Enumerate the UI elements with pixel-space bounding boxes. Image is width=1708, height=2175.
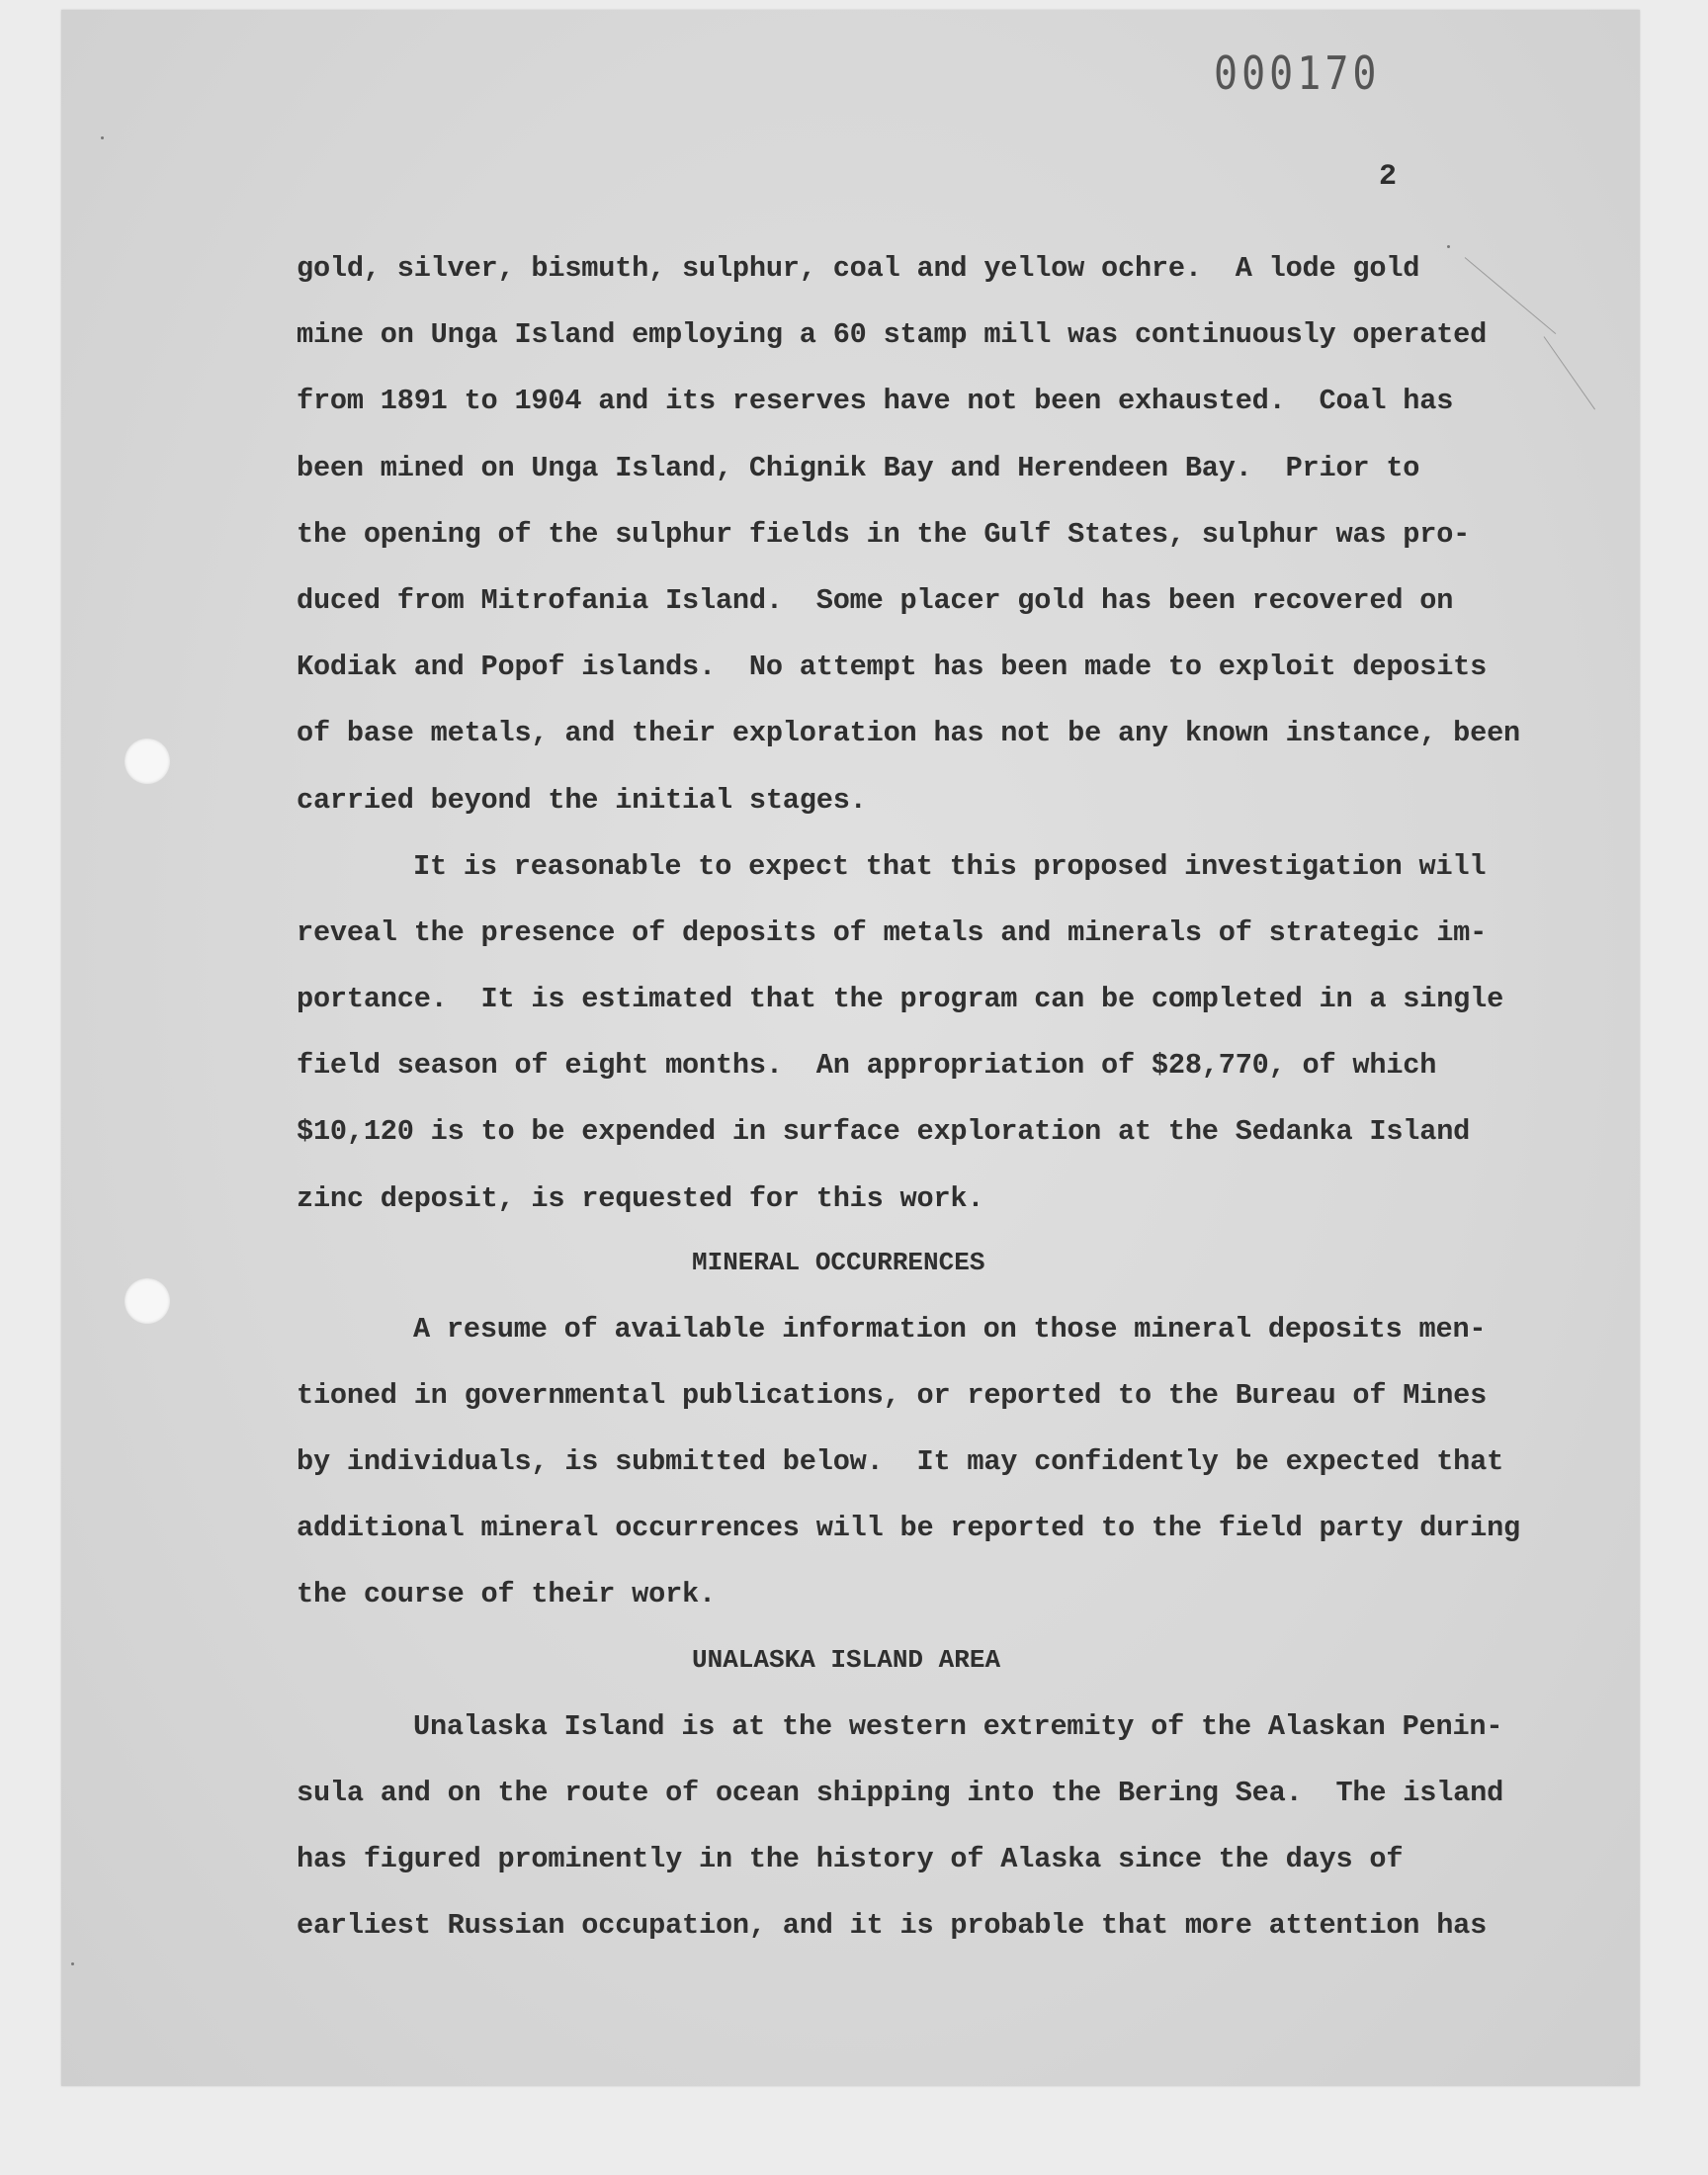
text-line: has figured prominently in the history of Alaska since the days of	[297, 1843, 1404, 1875]
text-line: A resume of available information on those mineral deposits men-	[413, 1313, 1487, 1346]
text-line: Kodiak and Popof islands. No attempt has been made to exploit deposits	[297, 651, 1488, 683]
text-line: by individuals, is submitted below. It may confidently be expected that	[297, 1445, 1504, 1478]
text-line: reveal the presence of deposits of metals and minerals of strategic im-	[297, 916, 1488, 949]
text-line: It is reasonable to expect that this proposed investigation will	[413, 850, 1487, 883]
text-line: field season of eight months. An appropriation of $28,770, of which	[297, 1049, 1437, 1082]
text-line: carried beyond the initial stages.	[297, 784, 867, 817]
text-line: from 1891 to 1904 and its reserves have not been exhausted. Coal has	[297, 385, 1454, 417]
section-heading: UNALASKA ISLAND AREA	[692, 1645, 1001, 1675]
dust-speck	[101, 136, 104, 139]
text-line: duced from Mitrofania Island. Some placer gold has been recovered on	[297, 584, 1454, 617]
text-line: tioned in governmental publications, or reported to the Bureau of Mines	[297, 1379, 1488, 1412]
scan-streak	[1544, 336, 1595, 409]
punch-hole-bottom	[125, 1278, 170, 1324]
dust-speck	[1447, 245, 1450, 248]
document-stamp-number: 000170	[1214, 47, 1381, 101]
text-line: zinc deposit, is requested for this work.	[297, 1182, 984, 1215]
text-line: additional mineral occurrences will be reported to the field party during	[297, 1512, 1521, 1544]
section-heading: MINERAL OCCURRENCES	[692, 1248, 985, 1277]
page-number: 2	[1379, 160, 1398, 194]
text-line: of base metals, and their exploration has not be any known instance, been	[297, 717, 1521, 749]
text-line: the course of their work.	[297, 1578, 716, 1610]
text-line: $10,120 is to be expended in surface exploration at the Sedanka Island	[297, 1115, 1471, 1148]
text-line: gold, silver, bismuth, sulphur, coal and yellow ochre. A lode gold	[297, 252, 1420, 285]
text-line: sula and on the route of ocean shipping into the Bering Sea. The island	[297, 1777, 1504, 1809]
text-line: earliest Russian occupation, and it is probable that more attention has	[297, 1909, 1488, 1942]
text-line: Unalaska Island is at the western extremity of the Alaskan Penin-	[413, 1710, 1503, 1743]
dust-speck	[71, 1962, 74, 1965]
text-line: the opening of the sulphur fields in the Gulf States, sulphur was pro-	[297, 518, 1471, 551]
text-line: portance. It is estimated that the program can be completed in a single	[297, 983, 1504, 1015]
punch-hole-top	[125, 739, 170, 784]
text-line: been mined on Unga Island, Chignik Bay and Herendeen Bay. Prior to	[297, 452, 1420, 484]
text-line: mine on Unga Island employing a 60 stamp mill was continuously operated	[297, 318, 1488, 351]
